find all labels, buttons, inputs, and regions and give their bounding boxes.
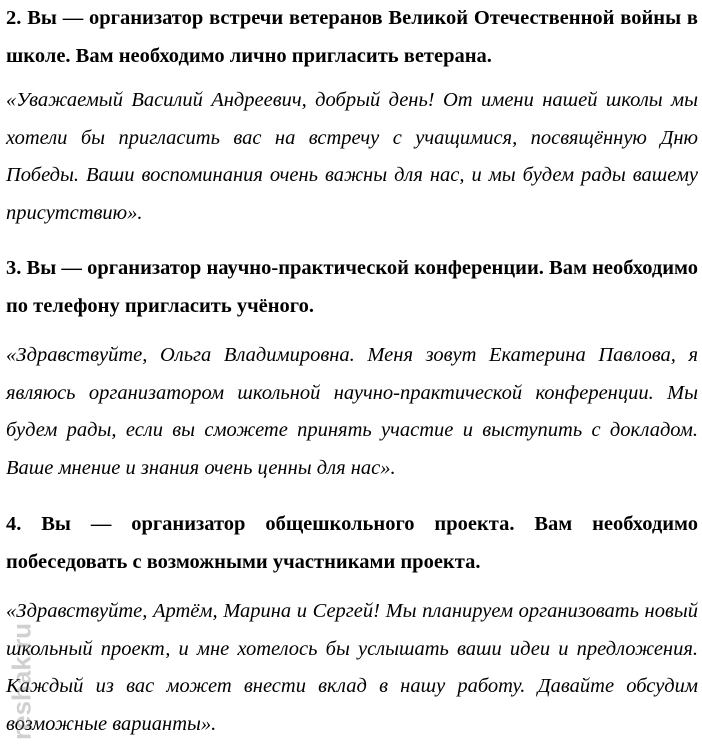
task-4-heading: 4. Вы — организатор общешкольного проекта. Вам необходимо побеседовать с возможными участниками проекта. xyxy=(6,513,698,573)
task-3-answer: «Здравствуйте, Ольга Владимировна. Меня зовут Екатерина Павлова, я являюсь организатором школьной научно-практической конференции. Мы будем рады, если вы сможете принять участие и выступить с докладом. Ваше мнение и знания очень ценны для нас». xyxy=(6,344,698,479)
task-2-answer: «Уважаемый Василий Андреевич, добрый день! От имени нашей школы мы хотели бы пригласить вас на встречу с учащимися, посвящённую Дню Победы. Ваши воспоминания очень важны для нас, и мы будем рады вашему присутствию». xyxy=(6,89,698,224)
task-3-heading: 3. Вы — организатор научно-практической конференции. Вам необходимо по телефону пригласить учёного. xyxy=(6,257,698,317)
task-2-heading: 2. Вы — организатор встречи ветеранов Великой Отечественной войны в школе. Вам необходимо лично пригласить ветерана. xyxy=(6,7,698,67)
watermark-logo: reshak.ru xyxy=(6,622,37,740)
task-4-answer: «Здравствуйте, Артём, Марина и Сергей! Мы планируем организовать новый школьный проект, и мне хотелось бы услышать ваши идеи и предложения. Каждый из вас может внести вклад в нашу работу. Давайте обсудим возможные варианты». xyxy=(6,600,698,735)
